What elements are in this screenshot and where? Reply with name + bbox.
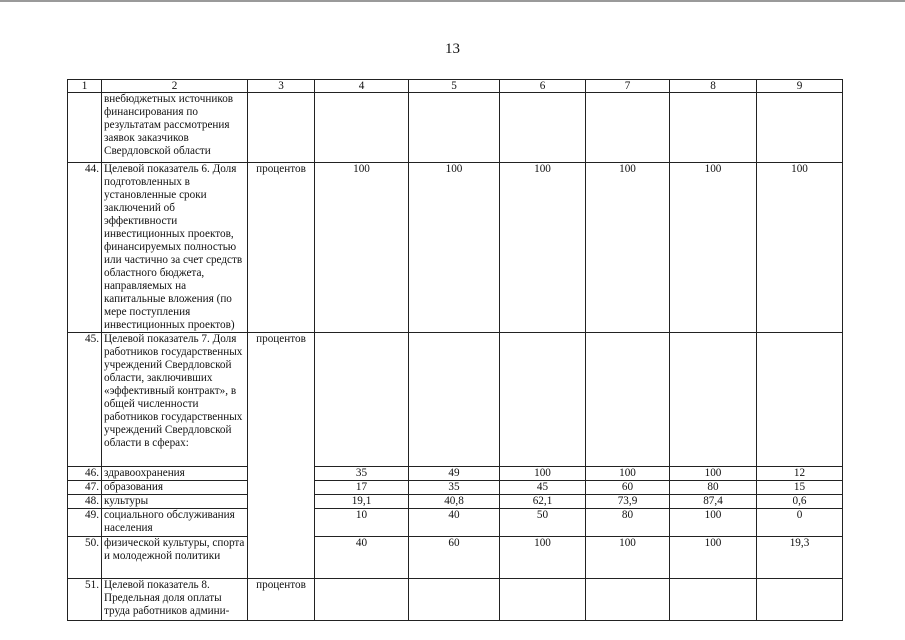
- row-value: [409, 579, 500, 621]
- row-description: Целевой показатель 7. Доля работников государственных учреждений Свердловской области, заключивших «эффективный контракт», в общей численности работников государственных учреждений Свердловской области в сферах:: [102, 333, 248, 467]
- table-row: [68, 509, 843, 537]
- table-row: [68, 495, 843, 509]
- page-number: 13: [445, 41, 460, 57]
- indicators-table: [67, 79, 843, 621]
- column-header: 6: [500, 80, 586, 93]
- row-value: [670, 93, 757, 163]
- table-row: [68, 93, 843, 163]
- row-value: 100: [586, 163, 670, 333]
- row-value: 40: [315, 537, 409, 579]
- row-description: Целевой показатель 6. Доля подготовленных в установленные сроки заключений об эффективности инвестиционных проектов, финансируемых полностью или частично за счет средств областного бюджета, направляемых на капитальные вложения (по мере поступления инвестиционных проектов): [102, 163, 248, 333]
- row-value: 60: [409, 537, 500, 579]
- row-value: [757, 333, 843, 467]
- row-value: [586, 579, 670, 621]
- column-header: 3: [248, 80, 315, 93]
- column-header: 9: [757, 80, 843, 93]
- row-number: 46.: [68, 467, 102, 481]
- row-value: 100: [670, 537, 757, 579]
- row-value: 62,1: [500, 495, 586, 509]
- row-value: [500, 579, 586, 621]
- row-value: 100: [586, 537, 670, 579]
- row-number: [68, 93, 102, 163]
- row-value: [315, 333, 409, 467]
- column-header: 5: [409, 80, 500, 93]
- table-row: [68, 481, 843, 495]
- row-value: 40,8: [409, 495, 500, 509]
- row-number: 48.: [68, 495, 102, 509]
- row-value: [670, 333, 757, 467]
- row-value: 10: [315, 509, 409, 537]
- row-value: 35: [315, 467, 409, 481]
- row-value: 100: [670, 163, 757, 333]
- row-number: 47.: [68, 481, 102, 495]
- row-value: [586, 333, 670, 467]
- column-header: 2: [102, 80, 248, 93]
- table-row: [68, 579, 843, 621]
- row-value: [586, 93, 670, 163]
- table-row: [68, 163, 843, 333]
- row-description: внебюджетных источников финансирования по результатам рассмотрения заявок заказчиков Свердловской области: [102, 93, 248, 163]
- row-description: образования: [102, 481, 248, 495]
- table-row: [68, 467, 843, 481]
- row-unit: процентов: [248, 333, 315, 579]
- row-value: 100: [409, 163, 500, 333]
- row-value: 45: [500, 481, 586, 495]
- table-row: [68, 537, 843, 579]
- row-value: 0: [757, 509, 843, 537]
- row-value: 0,6: [757, 495, 843, 509]
- row-value: 12: [757, 467, 843, 481]
- row-value: 15: [757, 481, 843, 495]
- row-unit: процентов: [248, 163, 315, 333]
- row-value: [757, 93, 843, 163]
- row-description: социального обслуживания населения: [102, 509, 248, 537]
- column-header: 7: [586, 80, 670, 93]
- row-value: 35: [409, 481, 500, 495]
- column-header: 1: [68, 80, 102, 93]
- row-value: 19,3: [757, 537, 843, 579]
- row-unit: [248, 93, 315, 163]
- row-number: 50.: [68, 537, 102, 579]
- row-description: здравоохранения: [102, 467, 248, 481]
- row-value: 100: [500, 163, 586, 333]
- row-description: физической культуры, спорта и молодежной политики: [102, 537, 248, 579]
- row-value: [500, 93, 586, 163]
- row-value: 100: [757, 163, 843, 333]
- row-value: 100: [500, 467, 586, 481]
- row-value: 87,4: [670, 495, 757, 509]
- row-value: 40: [409, 509, 500, 537]
- column-header: 8: [670, 80, 757, 93]
- row-unit: процентов: [248, 579, 315, 621]
- row-value: 100: [586, 467, 670, 481]
- table-row: [68, 333, 843, 467]
- row-value: [757, 579, 843, 621]
- row-number: 44.: [68, 163, 102, 333]
- scan-edge: [0, 0, 905, 2]
- row-number: 51.: [68, 579, 102, 621]
- row-value: 50: [500, 509, 586, 537]
- row-value: 73,9: [586, 495, 670, 509]
- row-value: [670, 579, 757, 621]
- row-value: 60: [586, 481, 670, 495]
- header-row: [68, 80, 843, 93]
- row-value: [409, 93, 500, 163]
- row-value: 80: [670, 481, 757, 495]
- row-description: Целевой показатель 8. Предельная доля оплаты труда работников админи-: [102, 579, 248, 621]
- row-value: 100: [670, 467, 757, 481]
- row-value: [500, 333, 586, 467]
- row-value: [409, 333, 500, 467]
- row-value: 80: [586, 509, 670, 537]
- row-value: 100: [670, 509, 757, 537]
- row-value: 17: [315, 481, 409, 495]
- row-value: [315, 579, 409, 621]
- row-value: 19,1: [315, 495, 409, 509]
- row-value: 49: [409, 467, 500, 481]
- row-value: 100: [500, 537, 586, 579]
- row-number: 45.: [68, 333, 102, 467]
- column-header: 4: [315, 80, 409, 93]
- row-number: 49.: [68, 509, 102, 537]
- row-description: культуры: [102, 495, 248, 509]
- row-value: [315, 93, 409, 163]
- row-value: 100: [315, 163, 409, 333]
